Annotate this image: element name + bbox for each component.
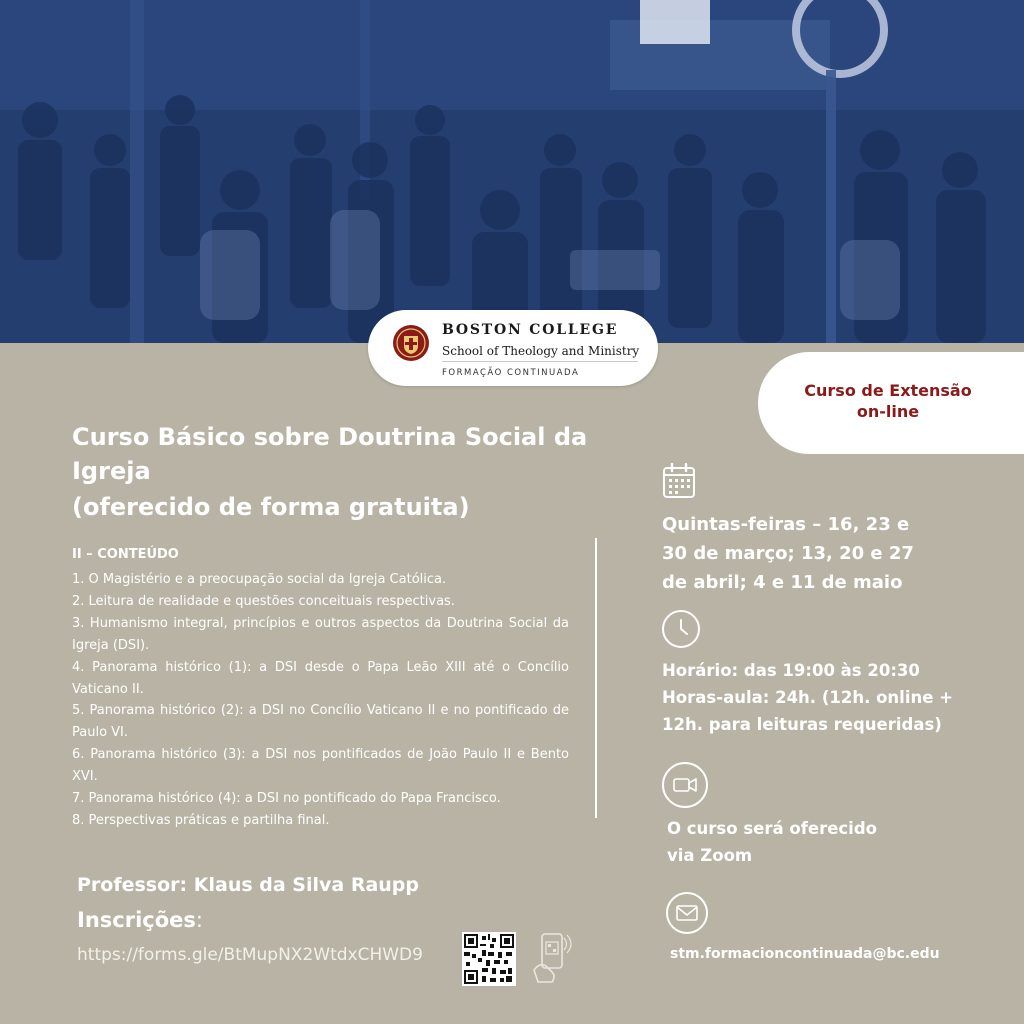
logo-divider bbox=[442, 361, 638, 362]
content-item: 5. Panorama histórico (2): a DSI no Concílio Vaticano II e no pontificado de Paulo VI. bbox=[72, 703, 569, 741]
course-title-block bbox=[72, 420, 592, 524]
content-item: 2. Leitura de realidade e questões conceituais respectivas. bbox=[72, 593, 455, 609]
zoom-line-1: O curso será oferecido bbox=[667, 819, 877, 838]
content-item: 8. Perspectivas práticas e partilha final. bbox=[72, 812, 330, 828]
course-title: Curso Básico sobre Doutrina Social da Igreja bbox=[72, 423, 588, 485]
course-hours bbox=[662, 657, 953, 738]
content-item: 4. Panorama histórico (1): a DSI desde o Papa Leão XIII até o Concílio Vaticano II. bbox=[72, 659, 569, 697]
phone-scan-icon bbox=[530, 930, 572, 986]
boston-college-seal-icon bbox=[392, 324, 430, 362]
vertical-divider bbox=[595, 538, 597, 818]
boston-college-logo bbox=[368, 310, 658, 386]
content-item: 1. O Magistério e a preocupação social da Igreja Católica. bbox=[72, 572, 447, 587]
badge-line-1: Curso de Extensão bbox=[804, 381, 972, 400]
envelope-icon bbox=[666, 892, 708, 934]
logo-school-name: School of Theology and Ministry bbox=[442, 344, 640, 358]
calendar-icon bbox=[662, 463, 696, 499]
hours-line-2: Horas-aula: 24h. (12h. online + bbox=[662, 688, 953, 707]
zoom-line-2: via Zoom bbox=[667, 846, 753, 865]
dates-line-2: 30 de março; 13, 20 e 27 bbox=[662, 543, 914, 564]
dates-line-1: Quintas-feiras – 16, 23 e bbox=[662, 514, 910, 535]
contact-email[interactable]: stm.formacioncontinuada@bc.edu bbox=[670, 946, 940, 962]
content-item: 6. Panorama histórico (3): a DSI nos pontificados de João Paulo II e Bento XVI. bbox=[72, 747, 569, 785]
registration-heading bbox=[77, 908, 203, 932]
hero-crowd-photo bbox=[0, 0, 1024, 343]
professor-name: Professor: Klaus da Silva Raupp bbox=[77, 874, 420, 896]
video-camera-icon bbox=[662, 762, 708, 808]
logo-division: FORMAÇÃO CONTINUADA bbox=[442, 368, 580, 378]
hours-line-3: 12h. para leituras requeridas) bbox=[662, 715, 942, 734]
content-item: 7. Panorama histórico (4): a DSI no pontificado do Papa Francisco. bbox=[72, 791, 501, 807]
extension-course-badge bbox=[758, 352, 1024, 454]
registration-label: Inscrições bbox=[77, 908, 196, 932]
content-item: 3. Humanismo integral, princípios e outros aspectos da Doutrina Social da Igreja (DSI). bbox=[72, 615, 569, 653]
registration-colon: : bbox=[195, 908, 203, 932]
content-heading: II – CONTEÚDO bbox=[72, 547, 179, 562]
crowd-illustration bbox=[0, 0, 1024, 343]
delivery-mode bbox=[667, 815, 877, 869]
qr-code-icon[interactable] bbox=[462, 932, 516, 986]
dates-line-3: de abril; 4 e 11 de maio bbox=[662, 572, 903, 593]
badge-line-2: on-line bbox=[856, 402, 920, 421]
clock-icon bbox=[662, 610, 700, 648]
course-subtitle: (oferecido de forma gratuita) bbox=[72, 493, 470, 521]
registration-link[interactable]: https://forms.gle/BtMupNX2WtdxCHWD9 bbox=[77, 945, 423, 965]
hours-line-1: Horário: das 19:00 às 20:30 bbox=[662, 661, 920, 680]
content-list bbox=[72, 569, 569, 832]
logo-college-name: BOSTON COLLEGE bbox=[442, 322, 619, 338]
course-dates bbox=[662, 510, 914, 597]
badge-text bbox=[788, 380, 988, 422]
